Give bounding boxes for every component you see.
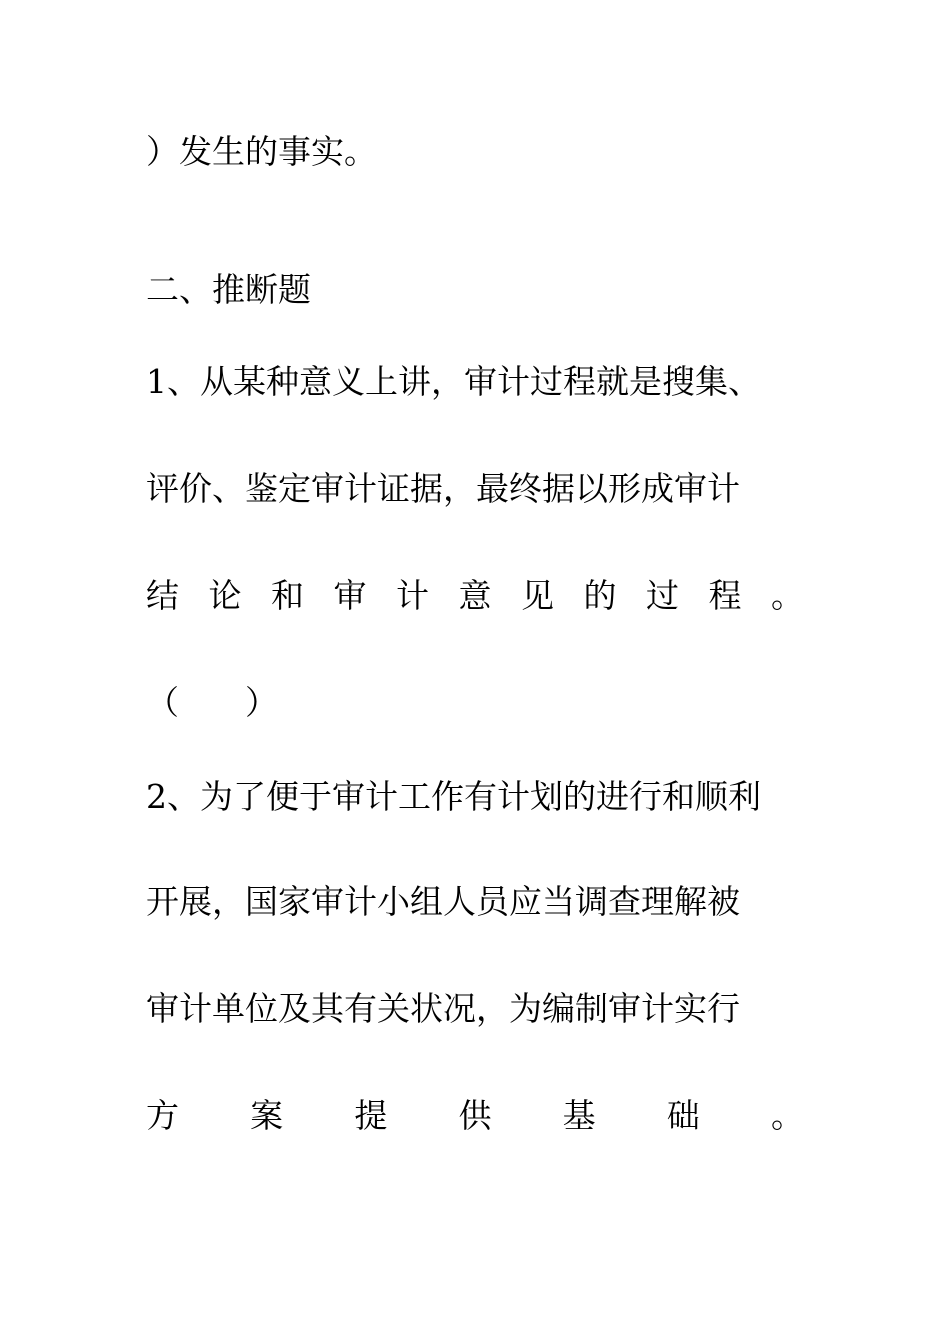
answer-blank-1: （ ）	[146, 683, 278, 722]
question-2-line-2: 开展，国家审计小组人员应当调查理解被	[146, 882, 740, 921]
question-1-line-3	[146, 576, 804, 616]
justified-char: 方	[146, 1096, 179, 1135]
justified-char: 审	[333, 576, 367, 615]
question-2-line-3: 审计单位及其有关状况，为编制审计实行	[146, 989, 740, 1028]
justified-char: 见	[521, 576, 554, 615]
question-2-line-4	[146, 1096, 804, 1136]
question-2-line-1: 2、为了便于审计工作有计划的进行和顺利	[146, 777, 761, 816]
justified-char: 程	[708, 576, 742, 615]
justified-char: 过	[646, 576, 679, 615]
justified-char: 的	[583, 576, 617, 615]
justified-char: 。	[771, 576, 804, 615]
question-1-line-1: 1、从某种意义上讲，审计过程就是搜集、	[146, 362, 761, 401]
justified-char: 论	[208, 576, 242, 615]
justified-char: 基	[562, 1096, 596, 1135]
justified-char: 结	[146, 576, 179, 615]
justified-char: 案	[250, 1096, 284, 1135]
section-heading: 二、推断题	[146, 270, 311, 309]
question-1-line-2: 评价、鉴定审计证据，最终据以形成审计	[146, 469, 740, 508]
text-line-1: ）发生的事实。	[146, 132, 377, 171]
justified-char: 意	[458, 576, 492, 615]
justified-char: 础	[666, 1096, 700, 1135]
justified-char: 供	[458, 1096, 492, 1135]
justified-char: 和	[271, 576, 304, 615]
justified-char: 提	[354, 1096, 388, 1135]
justified-char: 计	[396, 576, 429, 615]
justified-char: 。	[770, 1096, 804, 1135]
